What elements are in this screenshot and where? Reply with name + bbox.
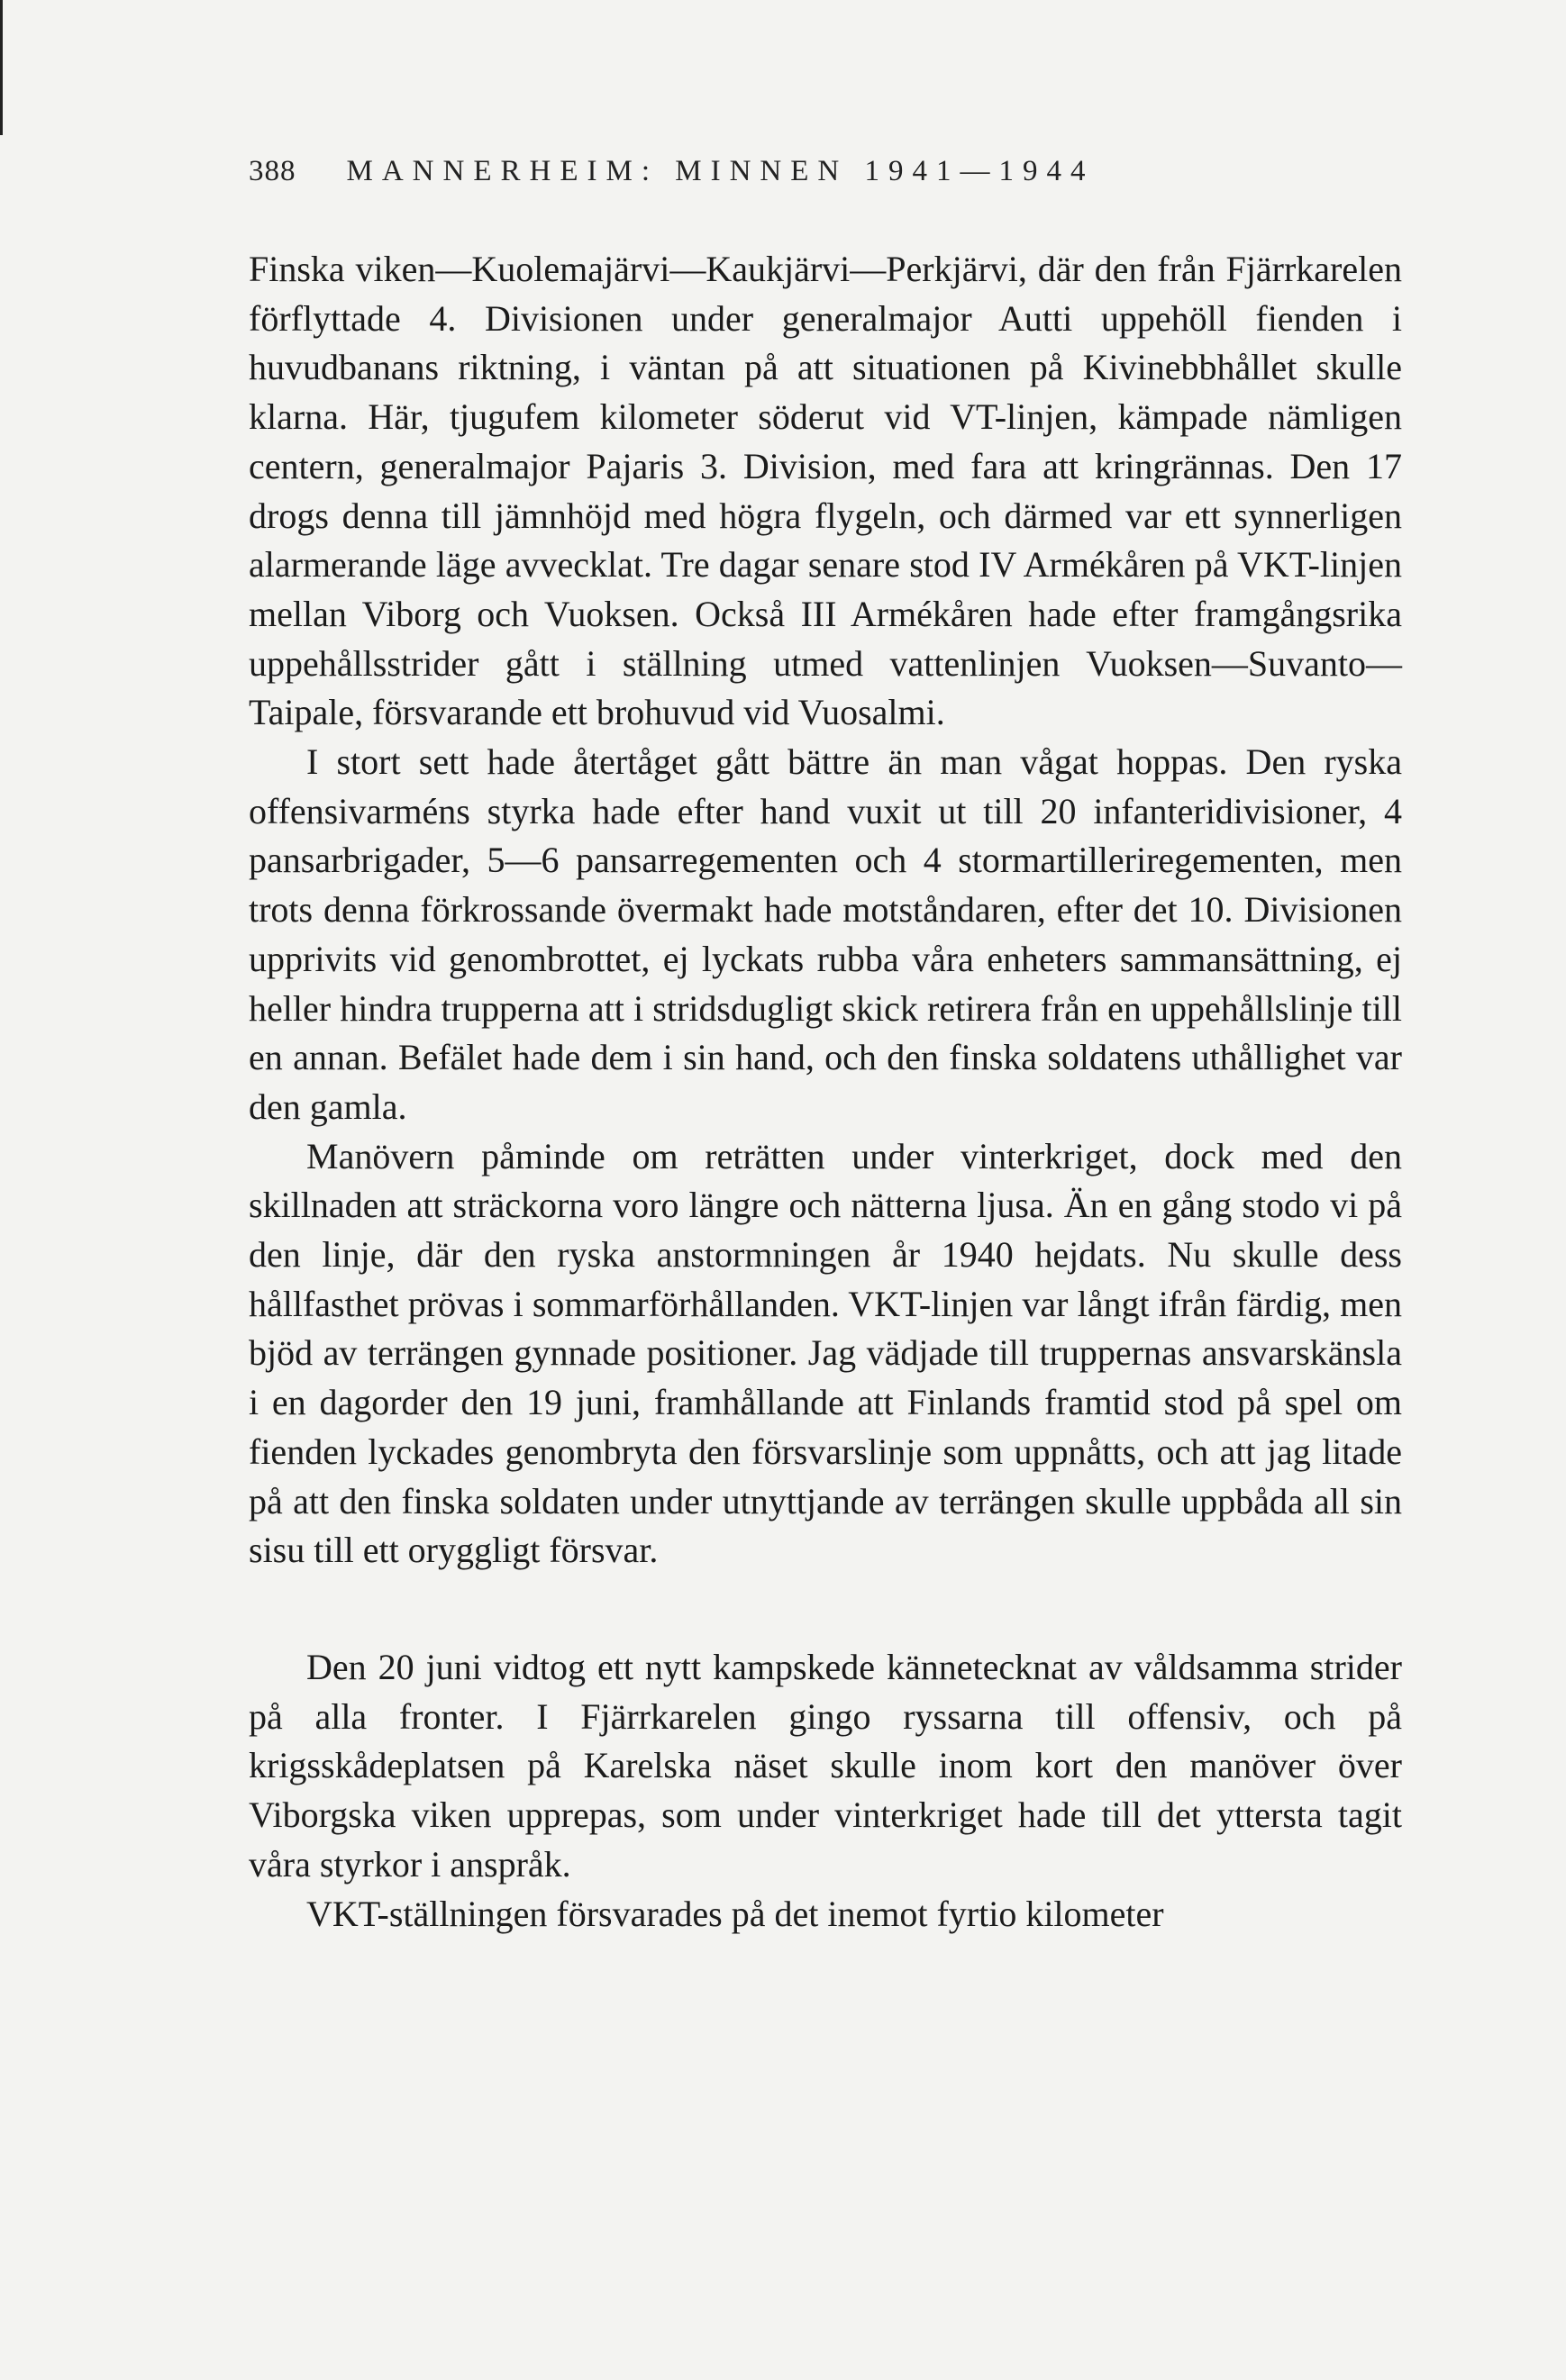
paragraph: Manövern påminde om reträtten under vinterkriget, dock med den skillnaden att sträckorna voro längre och nätterna ljusa. Än en gång stodo vi på den linje, där den ryska anstormningen år 1940 hejdats. Nu skulle dess hållfasthet prövas i sommarförhållanden. VKT-linjen var långt ifrån färdig, men bjöd av terrängen gynnade positioner. Jag vädjade till truppernas ansvarskänsla i en dagorder den 19 juni, framhållande att Finlands framtid stod på spel om fienden lyckades genombryta den försvarslinje som uppnåtts, och att jag litade på att den finska soldaten under utnyttjande av terrängen skulle uppbåda all sin sisu till ett oryggligt försvar. — [249, 1135, 1402, 1571]
running-title: MANNERHEIM: MINNEN 1941—1944 — [346, 155, 1095, 187]
body-text — [249, 245, 1402, 1939]
section-break — [249, 1576, 1402, 1643]
paragraph: VKT-ställningen försvarades på det inemot fyrtio kilometer — [306, 1893, 1164, 1934]
paragraph: I stort sett hade återtåget gått bättre än man vågat hoppas. Den ryska offensivarméns styrka hade efter hand vuxit ut till 20 infanteridivisioner, 4 pansarbrigader, 5—6 pansarregementen och 4 stormartilleriregementen, men trots denna förkrossande övermakt hade motståndaren, efter det 10. Divisionen upprivits vid genombrottet, ej lyckats rubba våra enheters sammansättning, ej heller hindra trupperna att i stridsdugligt skick retirera från en uppehållslinje till en annan. Befälet hade dem i sin hand, och den finska soldatens uthållighet var den gamla. — [249, 741, 1402, 1127]
scan-edge-line — [0, 0, 3, 135]
running-head — [249, 155, 1402, 209]
paragraph: Den 20 juni vidtog ett nytt kampskede kännetecknat av våldsamma strider på alla fronter. I Fjärrkarelen gingo ryssarna till offensiv, och på krigsskådeplatsen på Karelska näset skulle inom kort den manöver över Viborgska viken upprepas, som under vinterkriget hade till det yttersta tagit våra styrkor i anspråk. — [249, 1646, 1402, 1885]
book-page — [249, 155, 1402, 1939]
page-number: 388 — [249, 155, 296, 187]
paragraph: Finska viken—Kuolemajärvi—Kaukjärvi—Perkjärvi, där den från Fjärrkarelen förflyttade 4. Divisionen under generalmajor Autti uppehöll fienden i huvudbanans riktning, i väntan på att situationen på Kivinebbhållet skulle klarna. Här, tjugufem kilometer söderut vid VT-linjen, kämpade nämligen centern, generalmajor Pajaris 3. Division, med fara att kringrännas. Den 17 drogs denna till jämnhöjd med högra flygeln, och därmed var ett synnerligen alarmerande läge avvecklat. Tre dagar senare stod IV Armékåren på VKT-linjen mellan Viborg och Vuoksen. Också III Armékåren hade efter framgångsrika uppehållsstrider gått i ställning utmed vattenlinjen Vuoksen—Suvanto—Taipale, försvarande ett brohuvud vid Vuosalmi. — [249, 249, 1402, 733]
